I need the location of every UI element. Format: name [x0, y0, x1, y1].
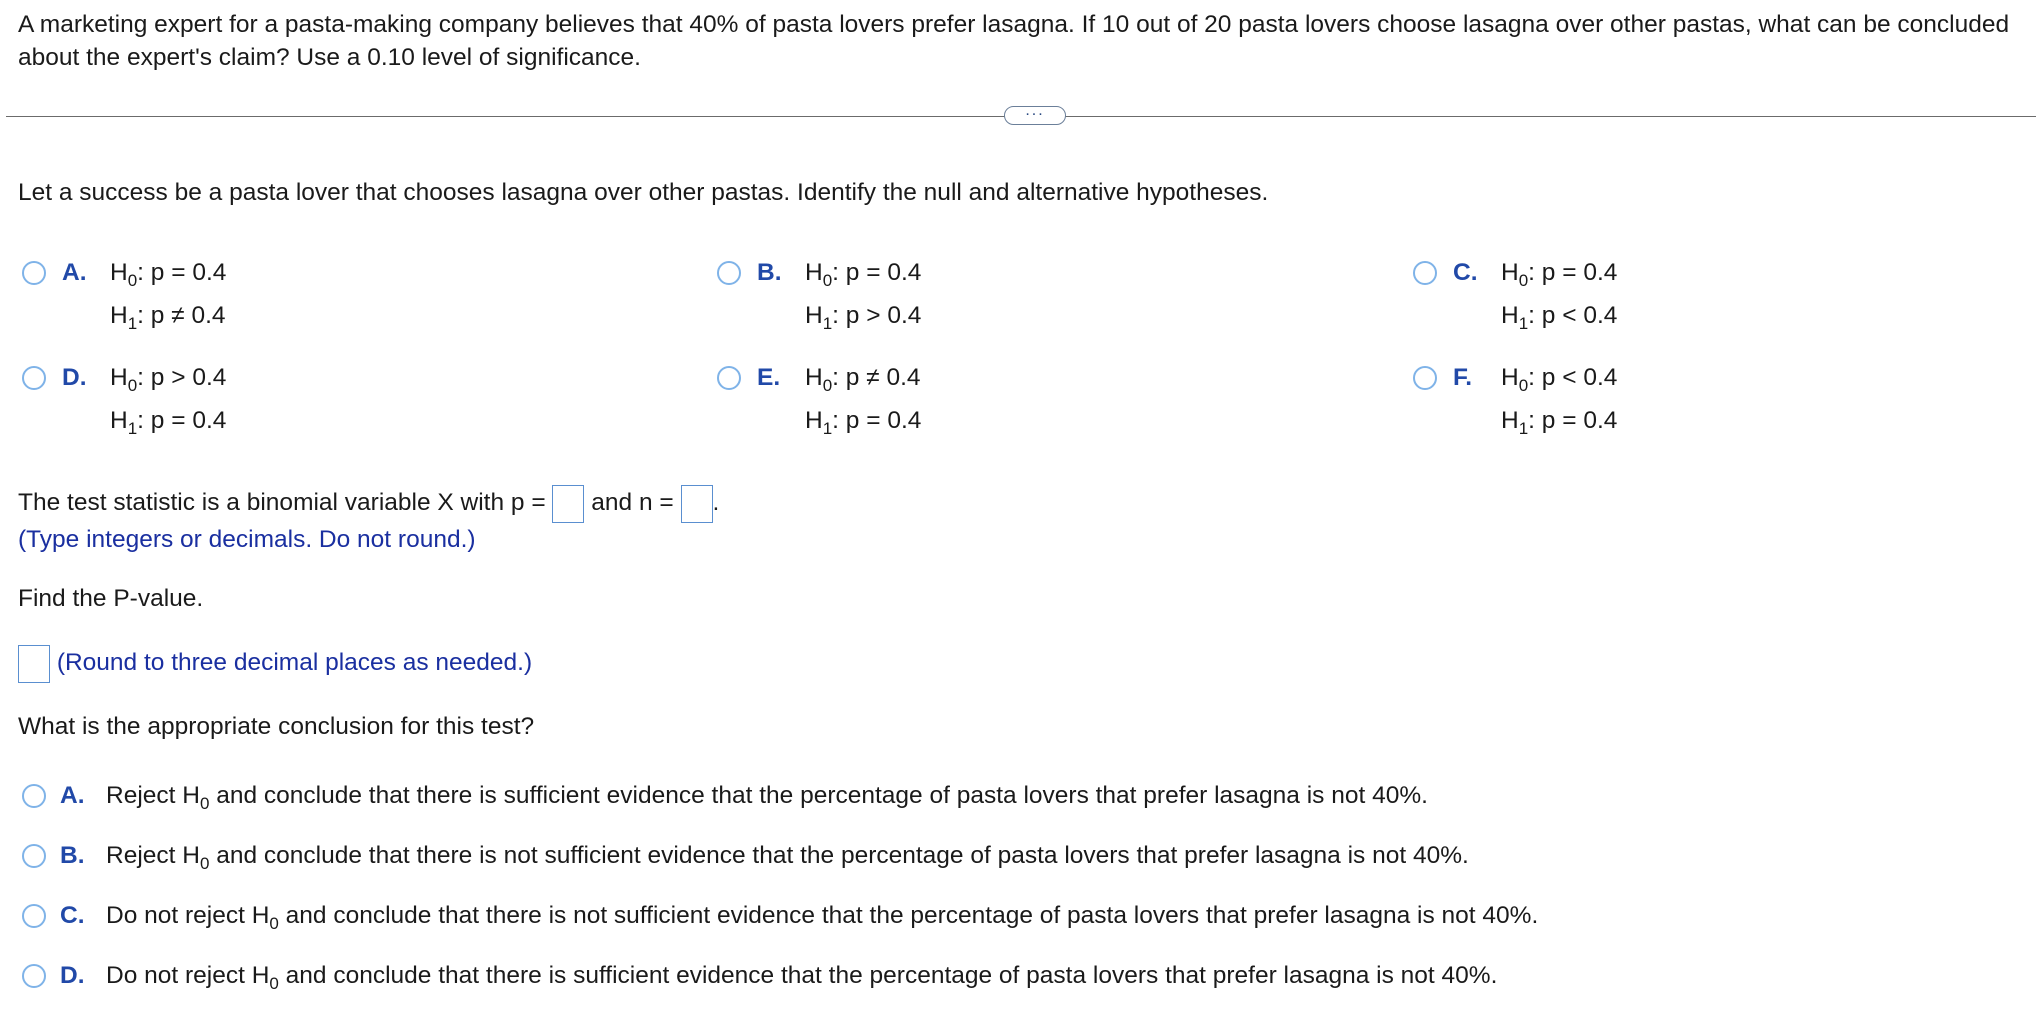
p-value-prompt: Find the P-value. [18, 585, 204, 612]
conclusion-prompt: What is the appropriate conclusion for this test? [18, 713, 535, 740]
option-letter: A. [62, 259, 87, 286]
option-letter: B. [60, 842, 85, 869]
section-divider [6, 104, 2036, 132]
null-hypothesis: $H_0$: p = 0.4 [110, 259, 227, 290]
radio-button[interactable] [1413, 261, 1437, 285]
radio-button[interactable] [22, 784, 46, 808]
radio-button[interactable] [22, 904, 46, 928]
test-statistic-suffix: . [712, 489, 720, 516]
option-text: Reject $H_0$ and conclude that there is sufficient evidence that the percentage of pasta lovers that prefer lasagna is not 40%. [106, 782, 1428, 813]
p-input[interactable] [552, 485, 584, 523]
radio-button[interactable] [22, 964, 46, 988]
option-text: Do not reject $H_0$ and conclude that there is sufficient evidence that the percentage of pasta lovers that prefer lasagna is not 40%. [106, 962, 1498, 993]
radio-button[interactable] [22, 366, 46, 390]
p-value-line [18, 643, 532, 683]
test-statistic-line [18, 483, 719, 523]
test-statistic-hint: (Type integers or decimals. Do not round.) [18, 526, 476, 553]
p-value-hint: (Round to three decimal places as needed.) [56, 649, 533, 676]
option-letter: C. [60, 902, 85, 929]
alternative-hypothesis: $H_1$: p < 0.4 [1501, 302, 1618, 333]
radio-button[interactable] [717, 261, 741, 285]
option-letter: C. [1453, 259, 1478, 286]
radio-button[interactable] [1413, 366, 1437, 390]
test-statistic-prefix: The test statistic is a binomial variable X with p = [18, 489, 553, 516]
radio-button[interactable] [22, 844, 46, 868]
radio-button[interactable] [22, 261, 46, 285]
alternative-hypothesis: $H_1$: p = 0.4 [1501, 407, 1618, 438]
alternative-hypothesis: $H_1$: p = 0.4 [110, 407, 227, 438]
option-letter: D. [62, 364, 87, 391]
option-letter: D. [60, 962, 85, 989]
null-hypothesis: $H_0$: p > 0.4 [110, 364, 227, 395]
option-text: Reject $H_0$ and conclude that there is not sufficient evidence that the percentage of pasta lovers that prefer lasagna is not 40%. [106, 842, 1469, 873]
p-value-input[interactable] [18, 645, 50, 683]
option-letter: F. [1453, 364, 1473, 391]
option-text: Do not reject $H_0$ and conclude that there is not sufficient evidence that the percentage of pasta lovers that prefer lasagna is not 40%. [106, 902, 1539, 933]
alternative-hypothesis: $H_1$: p = 0.4 [805, 407, 922, 438]
n-input[interactable] [681, 485, 713, 523]
test-statistic-middle: and n = [591, 489, 681, 516]
null-hypothesis: $H_0$: p = 0.4 [805, 259, 922, 290]
expand-more-button[interactable]: ... [1004, 106, 1066, 125]
alternative-hypothesis: $H_1$: p > 0.4 [805, 302, 922, 333]
option-letter: E. [757, 364, 781, 391]
alternative-hypothesis: $H_1$: p ≠ 0.4 [110, 302, 226, 333]
null-hypothesis: $H_0$: p = 0.4 [1501, 259, 1618, 290]
radio-button[interactable] [717, 366, 741, 390]
null-hypothesis: $H_0$: p < 0.4 [1501, 364, 1618, 395]
question-text: A marketing expert for a pasta-making company believes that 40% of pasta lovers prefer lasagna. If 10 out of 20 pasta lovers choose lasagna over other pastas, what can be concluded about the expert's claim? Use a 0.10 level of significance. [18, 11, 2010, 71]
option-letter: B. [757, 259, 782, 286]
null-hypothesis: $H_0$: p ≠ 0.4 [805, 364, 921, 395]
hypotheses-prompt: Let a success be a pasta lover that chooses lasagna over other pastas. Identify the null and alternative hypotheses. [18, 179, 1269, 206]
option-letter: A. [60, 782, 85, 809]
